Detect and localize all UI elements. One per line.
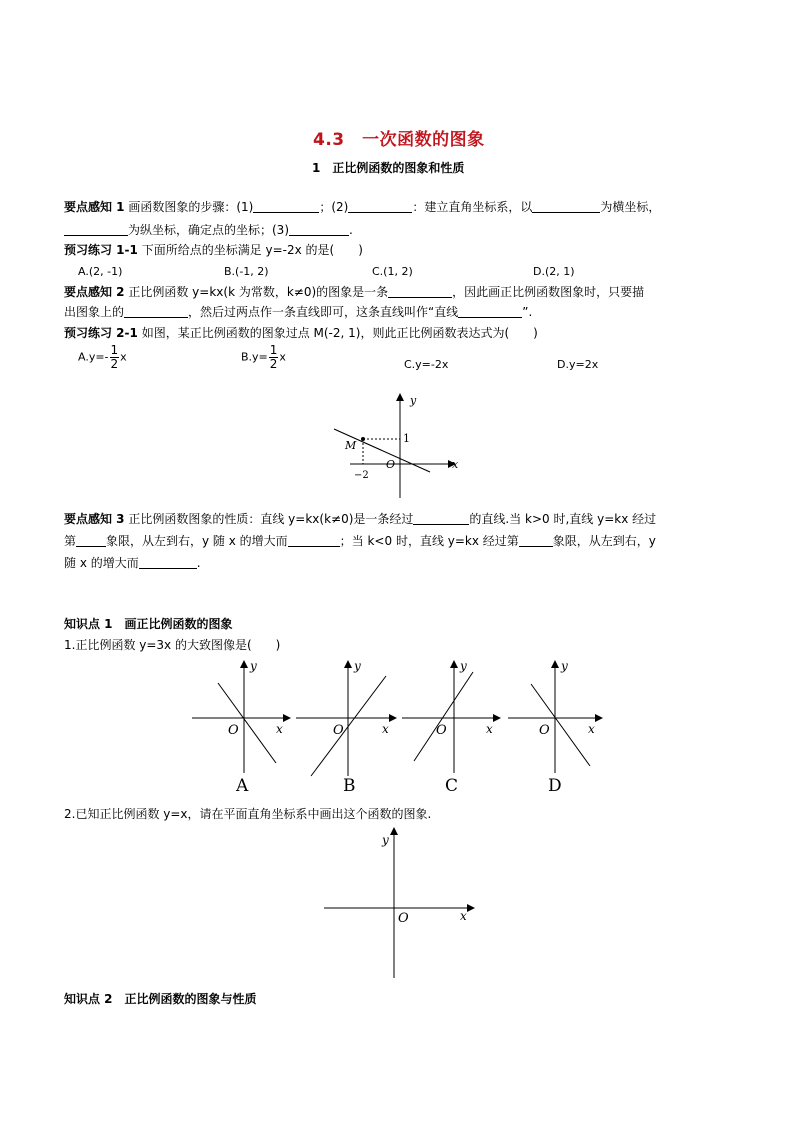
option-a[interactable]: A.y=- $\frac{1}{2}$ x	[78, 343, 127, 371]
x-label: x	[460, 909, 467, 923]
svg-text:y: y	[354, 659, 361, 673]
question-1: 1.正比例函数 y=3x 的大致图像是( )	[64, 638, 281, 652]
option-b[interactable]: B.y= $\frac{1}{2}$ x	[241, 343, 286, 371]
exercise-2-1-label: 预习练习 2-1	[64, 326, 138, 340]
option-a[interactable]: A.(2, -1)	[78, 265, 123, 278]
section-subtitle: 1 正比例函数的图象和性质	[312, 161, 465, 175]
choice-label-a: A	[236, 776, 249, 796]
svg-text:x: x	[486, 722, 493, 736]
key-point-1-label: 要点感知 1	[64, 200, 125, 214]
origin-label: O	[386, 458, 396, 471]
fraction: $\frac{1}{2}$	[110, 343, 119, 371]
exercise-1-1-question: 预习练习 1-1 下面所给点的坐标满足 y=-2x 的是( )	[64, 243, 363, 257]
knowledge-point-2-heading: 知识点 2 正比例函数的图象与性质	[64, 992, 257, 1006]
tick-neg2-label: −2	[354, 470, 369, 481]
point-m	[361, 437, 365, 441]
choice-label-b: B	[343, 776, 356, 796]
option-b[interactable]: B.(-1, 2)	[224, 265, 269, 278]
svg-text:O: O	[333, 723, 344, 738]
svg-text:O: O	[539, 723, 550, 738]
exercise-2-1-question: 预习练习 2-1 如图，某正比例函数的图象过点 M(-2, 1)，则此正比例函数表达式为( )	[64, 326, 538, 340]
svg-text:y: y	[561, 659, 568, 673]
function-line	[414, 672, 473, 761]
choice-graph-a[interactable]	[192, 659, 290, 796]
svg-text:y: y	[250, 659, 257, 673]
origin-label: O	[398, 911, 409, 926]
m-label: M	[345, 439, 357, 452]
svg-text:x: x	[588, 722, 595, 736]
fraction: $\frac{1}{2}$	[269, 343, 278, 371]
choice-label-c: C	[445, 776, 459, 796]
blank-field[interactable]	[124, 305, 188, 318]
blank-field[interactable]	[458, 305, 522, 318]
svg-text:y: y	[460, 659, 467, 673]
choice-graph-c[interactable]	[402, 659, 500, 796]
key-point-3-line-1: 要点感知 3 正比例函数图象的性质：直线 y=kx(k≠0)是一条经过 的直线.当 k>0 时,直线 y=kx 经过	[64, 512, 657, 526]
graph-line-through-m	[330, 392, 470, 502]
knowledge-point-1-heading: 知识点 1 画正比例函数的图象	[64, 617, 233, 631]
y-label: y	[382, 833, 389, 847]
key-point-2-label: 要点感知 2	[64, 285, 125, 299]
key-point-3-line-2: 第 象限，从左到右，y 随 x 的增大而 ；当 k<0 时，直线 y=kx 经过第 象限，从左到右，y	[64, 534, 656, 548]
key-point-3-line-3: 随 x 的增大而 .	[64, 556, 201, 570]
option-d[interactable]: D.(2, 1)	[533, 265, 575, 278]
blank-field[interactable]	[348, 200, 412, 213]
svg-text:x: x	[276, 722, 283, 736]
option-d[interactable]: D.y=2x	[557, 358, 599, 371]
blank-field[interactable]	[519, 534, 553, 547]
blank-field[interactable]	[139, 556, 197, 569]
choice-graph-d[interactable]	[508, 659, 602, 796]
blank-field[interactable]	[253, 200, 319, 213]
blank-field[interactable]	[288, 534, 340, 547]
blank-field[interactable]	[532, 200, 600, 213]
exercise-1-1-label: 预习练习 1-1	[64, 243, 138, 257]
key-point-1-line-1: 要点感知 1 画函数图象的步骤：(1) ；(2) ：建立直角坐标系，以 为横坐标，	[64, 200, 661, 214]
blank-field[interactable]	[76, 534, 106, 547]
question-2: 2.已知正比例函数 y=x，请在平面直角坐标系中画出这个函数的图象.	[64, 807, 432, 821]
blank-field[interactable]	[64, 223, 128, 236]
coordinate-plane[interactable]	[322, 826, 477, 981]
x-label: x	[452, 458, 459, 471]
key-point-2-line-2: 出图象上的 ，然后过两点作一条直线即可，这条直线叫作“直线 ”.	[64, 305, 533, 319]
tick-1-label: 1	[403, 432, 410, 445]
svg-text:O: O	[228, 723, 239, 738]
page-title: 4.3 一次函数的图象	[313, 130, 485, 150]
choice-graphs	[190, 658, 610, 798]
option-c[interactable]: C.y=-2x	[404, 358, 449, 371]
option-c[interactable]: C.(1, 2)	[372, 265, 413, 278]
key-point-1-line-2: 为纵坐标，确定点的坐标；(3) .	[64, 222, 353, 238]
blank-field[interactable]	[388, 285, 452, 298]
choice-graph-b[interactable]	[296, 659, 396, 796]
key-point-2-line-1: 要点感知 2 正比例函数 y=kx(k 为常数，k≠0)的图象是一条 ，因此画正比例函数图象时，只要描	[64, 285, 645, 299]
choice-label-d: D	[548, 776, 562, 796]
svg-text:x: x	[382, 722, 389, 736]
svg-text:O: O	[436, 723, 447, 738]
key-point-3-label: 要点感知 3	[64, 512, 125, 526]
function-line	[218, 683, 276, 763]
blank-field[interactable]	[289, 223, 349, 236]
blank-field[interactable]	[413, 512, 469, 525]
y-label: y	[410, 394, 417, 407]
